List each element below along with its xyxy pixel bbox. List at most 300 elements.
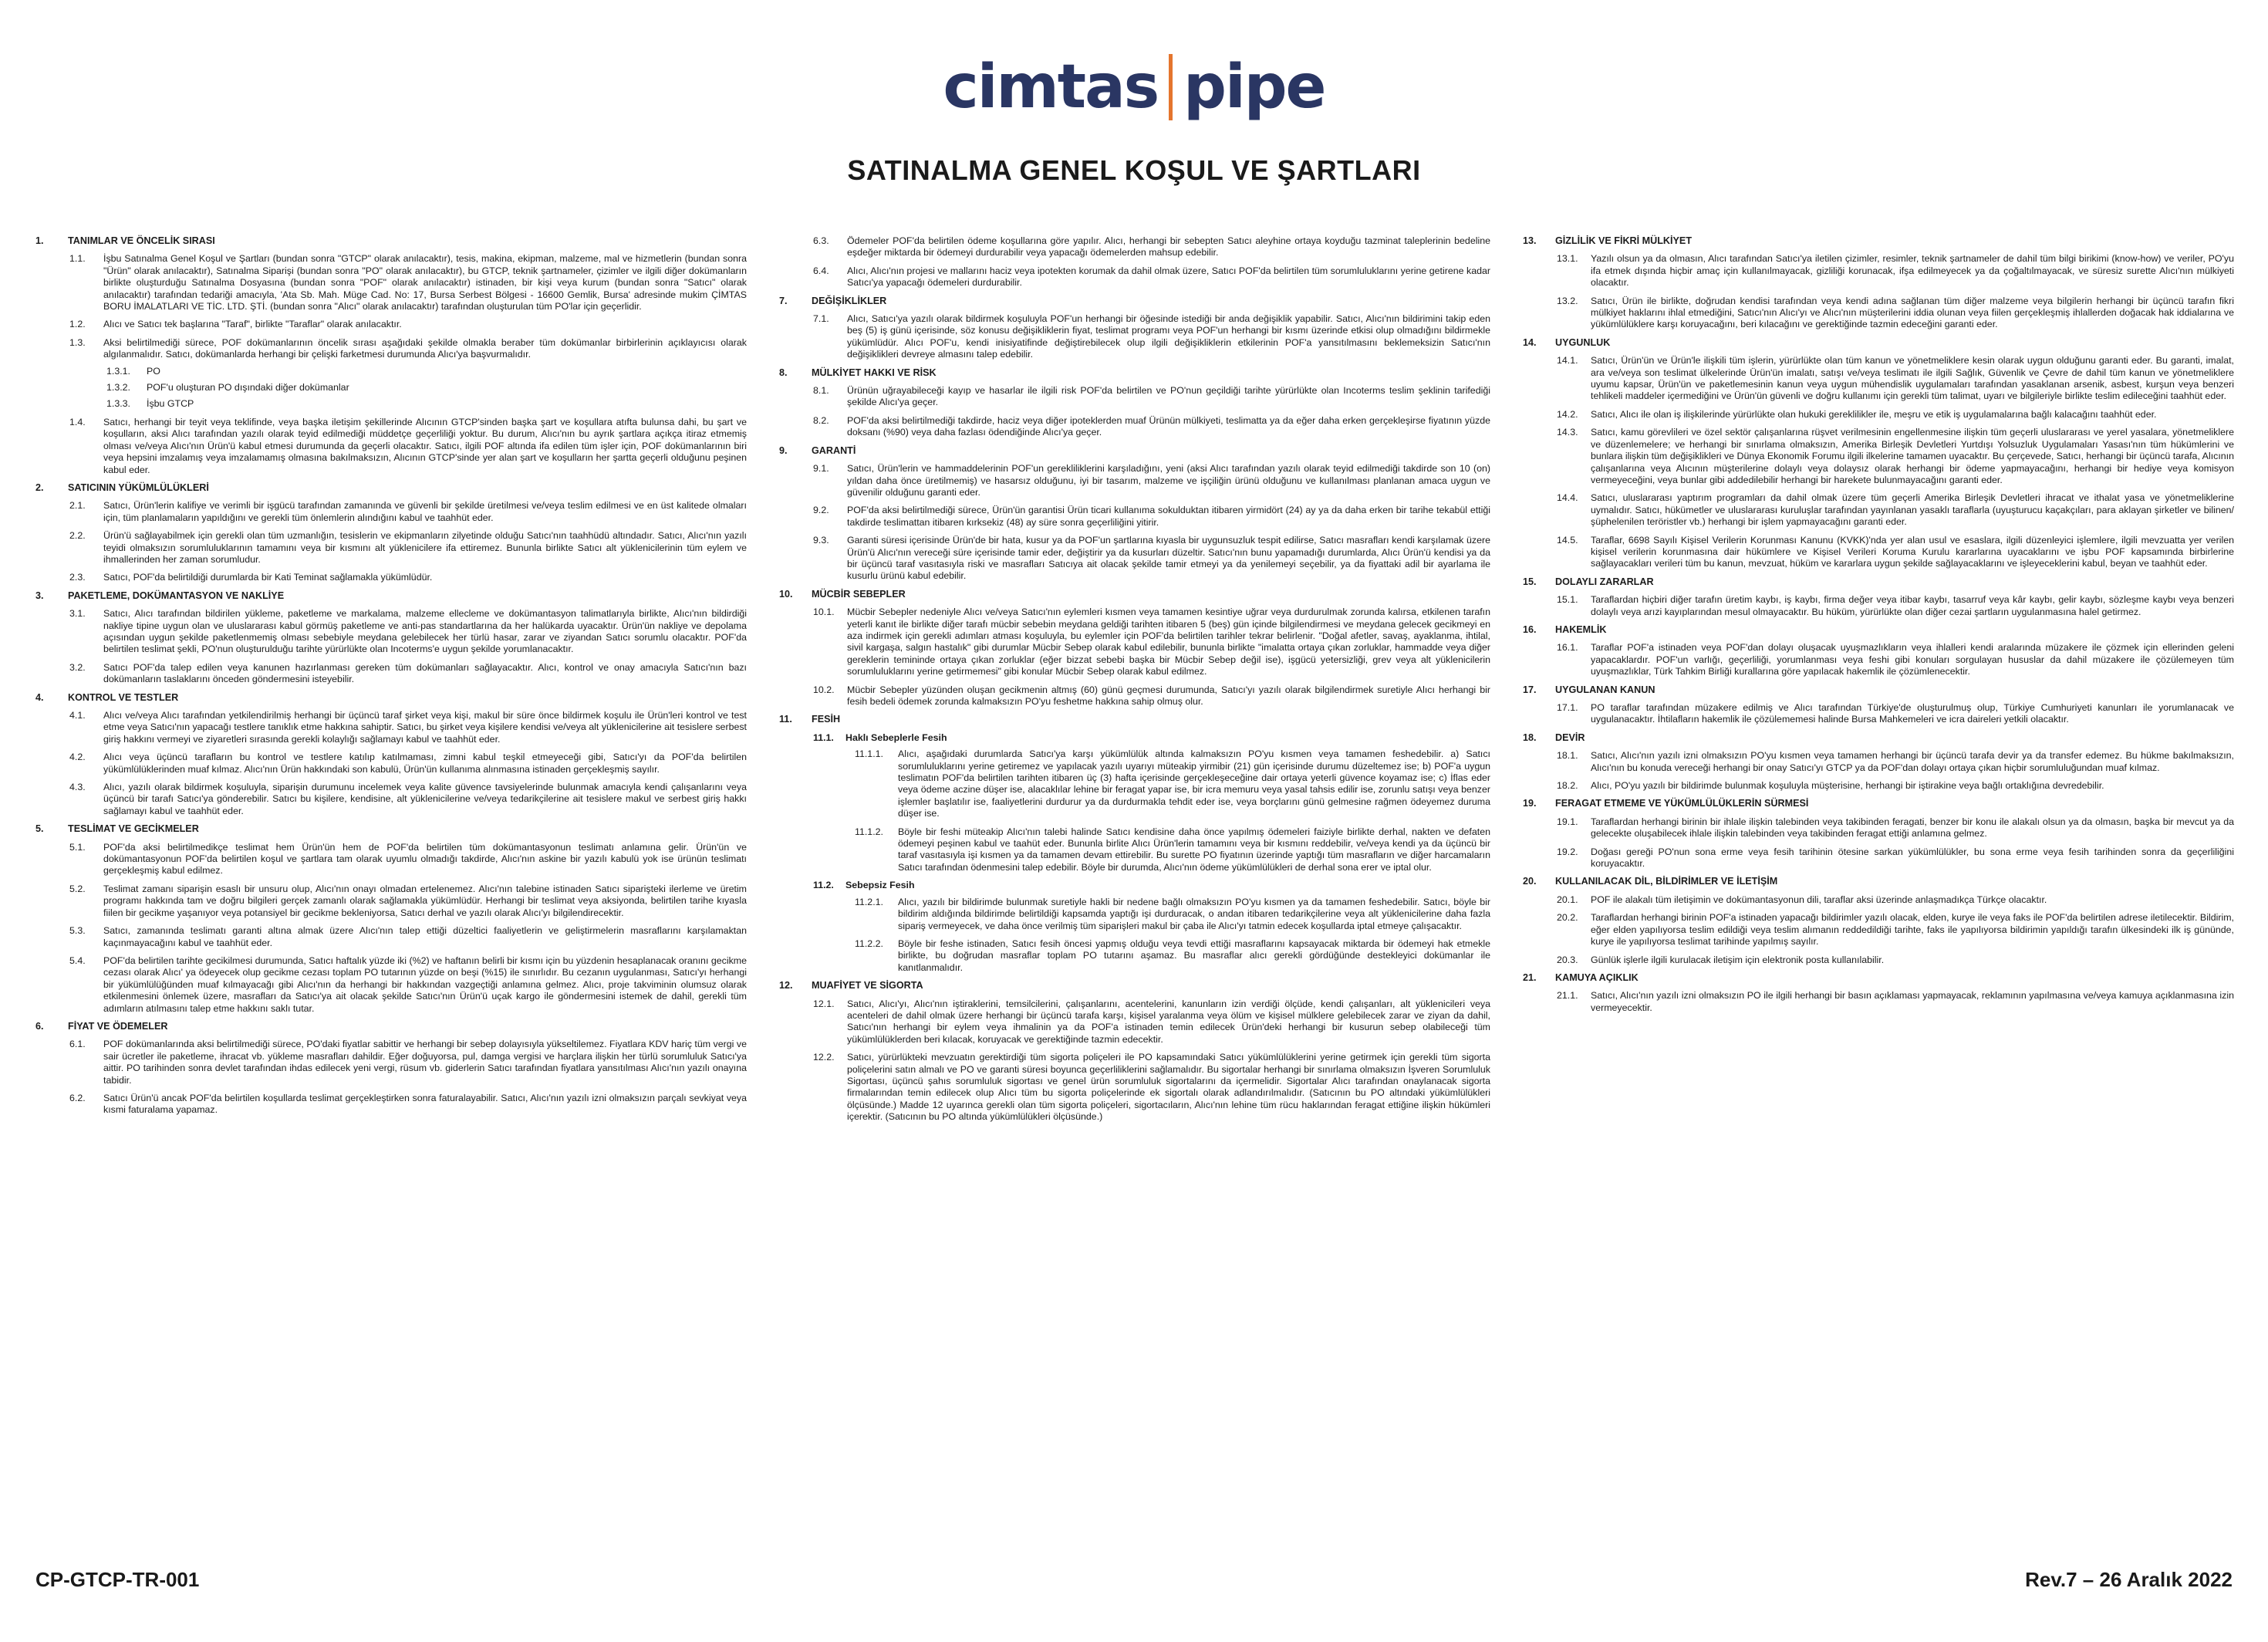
clause-number: 13.1. — [1557, 253, 1578, 265]
clause-number: 3.1. — [69, 608, 86, 620]
section-number: 12. — [779, 980, 793, 992]
section — [35, 823, 747, 1015]
section — [1523, 576, 2234, 618]
clause-text: Taraflardan herhangi birinin bir ihlale ilişkin talebinden veya takibinden feragati, benzer bir konu ile alakalı olsun ya da olmasın, başka bir mevcut ya da gelecekte oluşabilecek ihlale ilişkin talebinden veya takibinden feragat ettiği anlamına gelmez. — [1591, 816, 2234, 840]
clause-item — [1523, 642, 2234, 677]
clause-body — [1591, 954, 2234, 966]
clause-number: 13.2. — [1557, 295, 1578, 306]
clause-text: Satıcı, uluslararası yaptırım programları da dahil olmak üzere tüm geçerli Amerika Birleşik Devletleri ihracat ve ithalat yasa ve yönetmeliklerine uymalıdır. Satıcı, hükümetler ve uluslararası kuruluşlar tarafından yayınlanan yasaklı taraflarla (uyuşturucu kaçakçıları, para aklayan şirketler ve bilinen/şüphelenilen teröristler vb.) herhangi bir işlem yapmayacağını garanti eder. — [1591, 492, 2234, 528]
section-heading — [1523, 732, 2234, 744]
logo-text-right: pipe — [1183, 52, 1325, 122]
clause-body — [847, 1052, 1490, 1123]
section — [1523, 876, 2234, 965]
sub-clause-text: İşbu GTCP — [147, 398, 194, 410]
clause-body — [103, 710, 747, 745]
section-title: DEĞİŞİKLİKLER — [812, 295, 887, 306]
clause-body — [103, 337, 747, 410]
section — [1523, 337, 2234, 570]
section-number: 1. — [35, 235, 44, 246]
clause-number: 3.2. — [69, 661, 86, 673]
section-title: MÜLKİYET HAKKI VE RİSK — [812, 367, 937, 378]
clause-text: Satıcı, Alıcı'yı, Alıcı'nın iştiraklerini, temsilcilerini, çalışanlarını, acentelerini, kanunların izin verdiği ölçüde, kendi çalışanları, alt yüklenicileri veya acenteleri de dahil olmak üzere herhangi bir üçüncü tarafa karşı, kişisel yaralanma veya ölüm ve kişisel mülklere gelebilecek zarar ve ziyan da dahil, Satıcı'nın herhangi bir eylem veya ihmalinin ya da POF'a istinaden temin edilecek Ürün'deki herhangi bir kusurun sebep olabileceği tüm yükümlülüklerden beri kılacak, koruyacak ve gerektiğinde tazmin edecektir. — [847, 998, 1490, 1045]
clause-indent — [35, 608, 69, 656]
clause-text: Satıcı, Alıcı tarafından bildirilen yükleme, paketleme ve markalama, malzeme ellecleme ve dokümantasyon talimatlarıyla birlikte, Alıcı'nın bildirdiği nakliye tipine uygun olan ve uluslararası kabul görmüş paketleme ve anti-pas standartlarına da her halükarda uyacaktır. Ürün'ün nakliye ve depolama açısından uygun şekilde paketlenmemiş olması sebebiyle meydana gelebilecek her türlü hasar, zarar ve ziyandan Satıcı sorumlu olacaktır. POF'da belirtilen teslimat şekli, PO'nun oluşturulduğu tarihte yürürlükte olan Incoterms'e uygun şekilde yorumlanacaktır. — [103, 608, 747, 655]
clause-text: Satıcı, Ürün'lerin kalifiye ve verimli bir işgücü tarafından zamanında ve güvenli bir şekilde üretilmesi ve/veya teslim edilmesi ve en üst kalitede olmaları için, tüm planlamaların yapıldığını ve gerekli tüm önlemlerin alındığını kabul ve taahhüt eder. — [103, 500, 747, 523]
clause-body — [103, 417, 747, 476]
clause-item — [35, 572, 747, 583]
clause-indent — [779, 1052, 813, 1123]
section-number: 14. — [1523, 336, 1537, 348]
clause-number: 12.2. — [813, 1052, 835, 1063]
clause-text: Satıcı, kamu görevlileri ve özel sektör çalışanlarına rüşvet verilmesinin engellenmesine ilişkin tüm geçerli uluslararası ve yerel yasalara, yönetmeliklere ve düzenlemelere; ve herhangi bir sınırlama olmaksızın, Amerika Birleşik Devletleri Yurtdışı Yolsuzluk Uygulamaları Yasası'nın tüm hükümlerini ve bunlara ilişkin tüm değişiklikleri ve Dünya Ekonomik Forumu ilgili ilkelerine tamamen uyacaktır. Bu çerçevede, Satıcı, herhangi bir üçüncü tarafa, Alıcının çalışanlarına veya Alıcının müşterilerine dolaylı veya dolaysız olarak herhangi bir ödeme yapmayacağını, herhangi bir hediye veya komisyon vermeyeceğini, veya bunlar gibi addedilebilir herhangi bir harekete bulunmayacağını garanti eder. — [1591, 427, 2234, 485]
clause-indent — [35, 500, 69, 524]
clause-number: 1.2. — [69, 319, 86, 330]
clause-body — [103, 752, 747, 775]
subsection-title: Haklı Sebeplerle Fesih — [845, 731, 947, 743]
clause-number: 11.1.2. — [855, 826, 883, 837]
clause-item — [1523, 780, 2234, 792]
clause-number: 21.1. — [1557, 990, 1578, 1002]
clause-indent — [1523, 535, 1557, 570]
clause-item — [1523, 912, 2234, 948]
clause-item — [35, 1093, 747, 1117]
clause-body — [1591, 492, 2234, 528]
clause-text: Yazılı olsun ya da olmasın, Alıcı tarafından Satıcı'ya iletilen çizimler, resimler, teknik şartnameler de dahil tüm bilgi birikimi (know-how) ve veriler, PO'yu ifa etmek dışında hiçbir amaç için kullanılmayacak, gizliliği korunacak, ifşa edilmeyecek ya da çoğaltılmayacak, ve süresiz surette Alıcı'nın mülkiyeti olacaktır. — [1591, 253, 2234, 289]
section — [779, 367, 1490, 439]
text-column-3 — [1523, 235, 2234, 1020]
clause-body — [1591, 642, 2234, 677]
clause-number: 6.1. — [69, 1039, 86, 1050]
section-heading — [1523, 624, 2234, 636]
clause-indent — [1523, 990, 1557, 1014]
clause-text: POF'da aksi belirtilmediği sürece, Ürün'ün garantisi Ürün ticari kullanıma sokulduktan itibaren yirmidört (24) ay ya da daha erken bir tarihe tekabül ettiği takdirde teslimattan itibaren kırksekiz (48) ay süre sonra geçerliliğini yitirir. — [847, 505, 1490, 528]
clause-indent — [1523, 894, 1557, 906]
clause-number: 11.1.1. — [855, 748, 883, 760]
clause-number: 1.1. — [69, 253, 86, 265]
clause-body — [103, 662, 747, 686]
clause-body — [847, 313, 1490, 361]
clause-item — [35, 842, 747, 877]
clause-text: Aksi belirtilmediği sürece, POF dokümanlarının öncelik sırası aşağıdaki şekilde olmakla beraber tüm dokümanlar birbirlerinin açıklayıcısı olarak algılanmalıdır. Satıcı, dokümanlarda herhangi bir çelişki farketmesi durumunda Alıcı'ya başvurmalıdır. — [103, 336, 747, 360]
section-heading — [779, 296, 1490, 307]
clause-indent — [779, 998, 813, 1046]
clause-text: Ürün'ü sağlayabilmek için gerekli olan tüm uzmanlığın, tesislerin ve ekipmanların zilyetinde olduğu Satıcı'nın taahhüdü altındadır. Satıcı, Alıcı'nın yazılı teyidi olmaksızın sorumluluklarının tamamını veya bir kısmını alt yüklenicilere ifa ettiremez. Bununla birlikte Satıcı alt yüklenicilerinin tüm eylem ve ihmallerinden her zaman sorumludur. — [103, 530, 747, 565]
section-title: TANIMLAR VE ÖNCELİK SIRASI — [68, 235, 215, 246]
clause-body — [898, 938, 1490, 974]
clause-text: Mücbir Sebepler yüzünden oluşan gecikmenin altmış (60) günü geçmesi durumunda, Satıcı'yı yazılı olarak bilgilendirmek suretiyle Alıcı herhangi bir fesih bedeli ödemek zorunda kalmaksızın PO'yu feshetme hakkına sahip olmuş olur. — [847, 684, 1490, 707]
clause-body — [103, 1039, 747, 1086]
clause-item — [1523, 253, 2234, 289]
clause-indent — [1523, 702, 1557, 726]
clause-body — [847, 998, 1490, 1046]
clause-text: Böyle bir feshe istinaden, Satıcı fesih öncesi yapmış olduğu veya tevdi ettiği masraflarını kapsayacak miktarda bir ödemeyi hak etmekle birlikte, bu doğrudan masraflar toplam PO tutarını aşamaz. Bu masraflar alıcı gerekli gördüğünde destekleyici dokümanlar ile kanıtlanmalıdır. — [898, 938, 1490, 973]
clause-text: Satıcı, yürürlükteki mevzuatın gerektirdiği tüm sigorta poliçeleri ile PO kapsamındaki Satıcı yükümlülüklerini yerine getirmek için gerekli tüm sigorta poliçelerini satın almalı ve PO ve garanti süresi boyunca geçerliliklerini sağlamalıdır. Bu sigortalar herhangi bir sınırlama olmaksızın İşveren Sorumluluk Sigortası, üçüncü şahıs sorumluluk sigortası ve genel ürün sorumluluk sigortalarını da içermelidir. Sigortalar Alıcı tarafından onaylanacak sigorta firmalarından temin edilecek olup Alıcı tüm bu sigorta poliçelerinde ek sigortalı olarak adlandırılmalıdır. (Satıcının bu PO altındaki yükümlülükleri ölçüsünde.) Madde 12 uyarınca gerekli olan tüm sigorta poliçeleri, sigortacıların, Alıcı'nın lehine tüm rücu haklarından feragat ettiğine ilişkin hükümleri içerektir. (Satıcının bu PO altında yükümlülükleri ölçüsünde.) — [847, 1052, 1490, 1123]
clause-number: 5.4. — [69, 954, 86, 966]
clause-indent — [1523, 912, 1557, 948]
sub-clause-text: POF'u oluşturan PO dışındaki diğer dokümanlar — [147, 382, 349, 394]
clause-number: 4.2. — [69, 752, 86, 763]
clause-number: 9.2. — [813, 505, 829, 516]
clause-number: 2.3. — [69, 572, 86, 583]
clause-text: Satıcı, Ürün'lerin ve hammaddelerinin POF'un gerekliliklerini karşıladığını, yeni (aksi Alıcı tarafından yazılı olarak teyid edilmediği takdirde son 10 (on) yıldan daha önce üretilmemiş) ve hasarsız olduğunu, iyi bir tasarım, malzeme ve işçiliğin ürünü olduğunu ve kullanılması planlanan amaca uygun ve güvenilir olduğunu garanti eder. — [847, 463, 1490, 498]
clause-body — [847, 235, 1490, 259]
clause-item — [35, 662, 747, 686]
clause-item — [1523, 535, 2234, 570]
clause-indent — [779, 463, 813, 498]
clause-body — [103, 925, 747, 949]
section — [779, 980, 1490, 1123]
clause-number: 6.2. — [69, 1092, 86, 1103]
section-number: 19. — [1523, 798, 1537, 809]
section-title: SATICININ YÜKÜMLÜLÜKLERİ — [68, 481, 209, 493]
clause-item — [35, 884, 747, 919]
clause-indent — [35, 782, 69, 817]
subsection-number: 11.2. — [813, 880, 834, 891]
clause-number: 16.1. — [1557, 642, 1578, 654]
section-title: UYGUNLUK — [1555, 336, 1611, 348]
clause-text: Doğası gereği PO'nun sona erme veya fesih tarihinin ötesine sarkan yükümlülükler, bu sona erme veya fesih tarihinden sonra da geçerliliğini koruyacaktır. — [1591, 846, 2234, 870]
clause-indent — [35, 662, 69, 686]
clause-item — [35, 925, 747, 949]
clause-text: Satıcı, herhangi bir teyit veya teklifinde, veya başka iletişim şekillerinde Alıcının GTCP'sinden başka şart ve koşullara atıfta bulunsa dahi, bu şart ve koşulların, aksi Alıcı tarafından yazılı olarak teyid edilmediği müddetçe geçerliliği yoktur. Bu durum, Alıcı'nın bu ayrık şartlara açıkça itiraz etmemiş olması ve/veya Alıcı'nın Ürün'ü kabul etmesi durumunda da geçerli olacaktır. Satıcı, ilgili POF altında ifa edilen tüm işler için, POF dokümanlarının biri veya hepsini imzalamış veya imzalamamış olmasına bakılmaksızın, Alıcının GTCP'sinde yer alan şart ve koşulların her şartta geçerli olduğunu peşinen kabul eder. — [103, 416, 747, 475]
clause-indent — [779, 748, 855, 819]
clause-text: Taraflardan hiçbiri diğer tarafın üretim kaybı, iş kaybı, firma değer veya itibar kaybı, tasarruf veya kâr kaybı, gelir kaybı, sözleşme kaybı veya benzeri dolaylı veya arızi kayıplarından mesul olmayacaktır. Bu hüküm, yürürlükte olan diğer cezai şartların uygulanmasına halel getirmez. — [1591, 594, 2234, 617]
clause-text: Alıcı, aşağıdaki durumlarda Satıcı'ya karşı yükümlülük altında kalmaksızın PO'yu kısmen veya tamamen feshedebilir. a) Satıcı sorumluluklarını yerine getiremez ve yapılacak yazılı uyarıyı müteakip yirmibir (21) gün içerisinde durumu düzeltemez ise; b) POF'a uygun teslimatın POF'da belirtilen tarihten itibaren üç (3) hafta içerisinde gerçekleşeceğine dair ortaya yeterli güvence koyamaz ise; c) İflas eder veya ödeme aczine düşer ise, alacaklılar lehine bir feragat yapar ise, bir icra memuru veya yasal tahsis edilir ise, zorunlu satışı veya benzer işlemler başlatılır ise, faaliyetlerini durdurur ya da durdurmakla tehdit eder ise, veya borçlarını günü gelmesine rağmen ödeyemez duruma düşer ise. — [898, 748, 1490, 819]
section-heading — [35, 823, 747, 835]
clause-item — [779, 415, 1490, 439]
clause-body — [103, 608, 747, 656]
section-heading — [779, 980, 1490, 992]
section-number: 18. — [1523, 731, 1537, 743]
section-title: DEVİR — [1555, 731, 1585, 743]
subsection-title: Sebepsiz Fesih — [845, 880, 915, 891]
clause-item — [779, 897, 1490, 932]
clause-indent — [779, 505, 813, 529]
clause-item — [35, 500, 747, 524]
clause-indent — [35, 710, 69, 745]
clause-number: 19.1. — [1557, 816, 1578, 827]
clause-text: Taraflardan herhangi birinin POF'a istinaden yapacağı bildirimler yazılı olacak, elden, kurye ile veya faks ile POF'da belirtilen adrese iletilecektir. Bildirim, eğer elden yapılıyorsa teslim edildiği veya teslim alımanın reddedildiği tarihte, faks ile yapılıyorsa bildirimin yapıldığı tarafın ülkesindeki ilk iş gününde, kurye ile yapılıyorsa teslimat tarihinde yapılmış sayılır. — [1591, 912, 2234, 948]
section-heading — [779, 589, 1490, 600]
clause-number: 10.1. — [813, 606, 835, 618]
clause-body — [1591, 750, 2234, 774]
clause-item — [1523, 427, 2234, 486]
clause-item — [1523, 816, 2234, 840]
sub-clause — [103, 382, 747, 394]
section-heading — [35, 590, 747, 602]
clause-body — [103, 782, 747, 817]
clause-body — [847, 415, 1490, 439]
section-number: 15. — [1523, 576, 1537, 587]
clause-number: 8.1. — [813, 385, 829, 397]
clause-item — [779, 385, 1490, 409]
clause-indent — [35, 417, 69, 476]
section-number: 2. — [35, 481, 44, 493]
clause-item — [779, 826, 1490, 874]
clause-body — [847, 463, 1490, 498]
subsection-indent — [779, 880, 813, 891]
clause-body — [1591, 594, 2234, 618]
section-heading — [779, 445, 1490, 457]
section-number: 16. — [1523, 623, 1537, 635]
page-title: SATINALMA GENEL KOŞUL VE ŞARTLARI — [847, 154, 1421, 186]
clause-text: POF ile alakalı tüm iletişimin ve dokümantasyonun dili, taraflar aksi üzerinde anlaşmadıkça Türkçe olacaktır. — [1591, 894, 2047, 905]
clause-item — [35, 1039, 747, 1086]
clause-indent — [1523, 427, 1557, 486]
clause-body — [1591, 846, 2234, 870]
clause-text: Garanti süresi içerisinde Ürün'de bir hata, kusur ya da POF'un şartlarına kıyasla bir uygunsuzluk tespit edilirse, Satıcı masrafları kendi karşılamak üzere Ürün'ü Alıcı'nın vereceği süre içerisinde tamir eder, değiştirir ya da kusurları düzeltir. Satıcı'nın bunu yapamadığı durumlarda, Alıcı Ürün'ü kendisi ya da bir üçüncü taraf vasıtasıyla riski ve masrafları Satıcıya ait olacak şekilde tamir etmeyi ya da yenilemeyi seçebilir, ya da fiyattaki adil bir ayarlama ile kusurlu ürünü kabul edebilir. — [847, 535, 1490, 582]
sub-clause-number: 1.3.1. — [106, 365, 131, 377]
clause-body — [898, 748, 1490, 819]
clause-number: 14.3. — [1557, 427, 1578, 438]
section-heading — [1523, 798, 2234, 809]
clause-indent — [1523, 253, 1557, 289]
clause-indent — [1523, 954, 1557, 966]
section-title: GARANTİ — [812, 444, 856, 456]
clause-text: Ödemeler POF'da belirtilen ödeme koşullarına göre yapılır. Alıcı, herhangi bir sebepten Satıcı aleyhine ortaya koyduğu tazminat taleplerinin bedeline eşdeğer miktarda bir ödemeyi durdurabilir veya yapacağı ödemelerden mahsup edebilir. — [847, 235, 1490, 258]
subsection-indent — [779, 732, 813, 744]
clause-number: 4.1. — [69, 710, 86, 721]
sub-clause — [103, 366, 747, 377]
clause-text: Satıcı, Alıcı'nın yazılı izni olmaksızın PO'yu kısmen veya tamamen herhangi bir üçüncü tarafa devir ya da transfer edemez. Bu hükme bakılmaksızın, Alıcı'nın bu konuda vereceği herhangi bir onay Satıcı'yı GTCP ya da POF'dan dolayı ortaya çıkan hiçbir sorumluluğundan muaf kılmaz. — [1591, 750, 2234, 773]
clause-body — [898, 897, 1490, 932]
clause-item — [1523, 409, 2234, 421]
section-heading — [35, 1021, 747, 1032]
section — [779, 589, 1490, 708]
logo-divider — [1169, 54, 1173, 120]
clause-item — [35, 955, 747, 1015]
section-title: MUAFİYET VE SİGORTA — [812, 980, 923, 992]
clause-text: Satıcı, Ürün ile birlikte, doğrudan kendisi tarafından veya kendi adına sağlanan tüm diğer malzeme veya bilgilerin herhangi bir üçüncü tarafın fikri mülkiyet haklarını ihlal etmediğini, Satıcı'nın Alıcı'yı ve Alıcı'nın müşterilerini iddia olunan veya fiilen gerçekleşmiş ihlallerden doğacak hak iddialarına ve yükümlülüklere karşı koruyacağını, beri kılacağını ve gerektiğinde tazmin edeceğini garanti eder. — [1591, 295, 2234, 330]
subsection-number: 11.1. — [813, 731, 834, 743]
clause-item — [779, 998, 1490, 1046]
clause-item — [35, 417, 747, 476]
subsection-heading — [779, 880, 1490, 891]
section-heading — [779, 367, 1490, 379]
clause-item — [1523, 594, 2234, 618]
clause-number: 18.2. — [1557, 780, 1578, 792]
clause-indent — [1523, 296, 1557, 331]
clause-body — [103, 530, 747, 566]
clause-body — [1591, 427, 2234, 486]
sub-clause — [103, 398, 747, 410]
clause-text: Taraflar, 6698 Sayılı Kişisel Verilerin Korunması Kanunu (KVKK)'nda yer alan usul ve esaslara, ilgili düzenleyici işlemlere, ilgili mevzuatta yer verilen kişisel verilerin korunmasına dair hükümlere ve Kişisel Verileri Koruma Kurulu kararlarına uyacaklarını ve işbu POF kapsamında birbirlerine sağlayacakları verileri tüm bu kanun, mevzuat, hüküm ve kararlara uygun şekilde sağlayacaklarını ve işleyeceklerini kabul, beyan ve taahhüt eder. — [1591, 534, 2234, 569]
clause-body — [1591, 990, 2234, 1014]
section-title: UYGULANAN KANUN — [1555, 684, 1655, 695]
section — [1523, 732, 2234, 792]
clause-number: 19.2. — [1557, 846, 1578, 857]
clause-body — [1591, 702, 2234, 726]
section-title: PAKETLEME, DOKÜMANTASYON VE NAKLİYE — [68, 590, 285, 601]
clause-item — [779, 505, 1490, 529]
clause-number: 11.2.1. — [855, 896, 883, 907]
clause-indent — [779, 313, 813, 361]
clause-item — [779, 606, 1490, 677]
clause-number: 14.4. — [1557, 492, 1578, 504]
clause-number: 4.3. — [69, 782, 86, 793]
sub-clause-text: PO — [147, 365, 160, 377]
clause-item — [1523, 492, 2234, 528]
section — [1523, 684, 2234, 726]
clause-indent — [1523, 846, 1557, 870]
clause-item — [35, 608, 747, 656]
clause-number: 9.3. — [813, 535, 829, 546]
clause-body — [898, 826, 1490, 874]
clause-body — [847, 535, 1490, 583]
clause-indent — [779, 265, 813, 289]
clause-text: Alıcı, yazılı bir bildirimde bulunmak suretiyle hakli bir nedene bağlı olmaksızın PO'yu kısmen ya da tamamen feshedebilir. Satıcı, böyle bir bildirim aldığında bildirimde belirtildiği kapsamda yaptığı işi durduracak, o andan itibaren tedarikçilerine veya alt yüklenicilerine daha fazla sipariş vermeyecek, ve daha önce verilmiş tüm siparişleri makul bir çaba ile Alıcı'yı tatmin edecek koşullarda iptal etmeye çalışacaktır. — [898, 896, 1490, 931]
section-number: 3. — [35, 590, 44, 601]
clause-body — [103, 884, 747, 919]
clause-indent — [1523, 642, 1557, 677]
section-title: TESLİMAT VE GECİKMELER — [68, 823, 199, 835]
clause-body — [103, 253, 747, 313]
clause-item — [35, 337, 747, 410]
clause-text: Satıcı, Ürün'ün ve Ürün'le ilişkili tüm işlerin, yürürlükte olan tüm kanun ve yönetmeliklere kesin olarak uygun olduğunu garanti eder. Bu garanti, imalat, ara ve/veya son teslimat ülkelerinde Ürün'ün imalatı, satışı ve/veya teslimatı ile ilgili Sağlık, Güvenlik ve Çevre de dahil tüm kanun ve yönetmeliklere uyumu kapsar, Ürün'ün ve paketlemesinin kanun veya uygun mühendislik uygulamaları tarafından yasaklanan arsenik, asbest, kurşun veya benzeri tehlikeli maddeler içermediğini ve Ürün'ün güvenli ve doğru kullanımı için gerekli tüm talimat, uyarı ve bilgileriyle birlikte teslim edileceğini taahhüt eder. — [1591, 355, 2234, 402]
clause-text: Alıcı, Alıcı'nın projesi ve mallarını haciz veya ipotekten korumak da dahil olmak üzere, Satıcı POF'da belirtilen tüm sorumluluklarını yerine getirene kadar Satıcı'ya yapacağı ödemeleri durdurabilir. — [847, 265, 1490, 289]
section-number: 6. — [35, 1020, 44, 1032]
section-title: DOLAYLI ZARARLAR — [1555, 576, 1654, 587]
clause-number: 9.1. — [813, 463, 829, 475]
clause-body — [103, 572, 747, 583]
logo-text-left: cimtas — [943, 52, 1159, 122]
clause-item — [779, 1052, 1490, 1123]
clause-text: PO taraflar tarafından müzakere edilmiş ve Alıcı tarafından Türkiye'de oluşturulmuş olup, Türkiye Cumhuriyeti kanunları ile yorumlanacak ve uygulanacaktır. İhtilafların hakemlik ile çözülememesi halinde Bursa Mahkemeleri ve icra daireleri yetkili olacaktır. — [1591, 702, 2234, 725]
clause-indent — [35, 337, 69, 410]
subsection-heading — [779, 732, 1490, 744]
clause-indent — [779, 535, 813, 583]
clause-text: Alıcı, yazılı olarak bildirmek koşuluyla, siparişin durumunu incelemek veya kalite güvence tavsiyelerinde bulunmak amacıyla kendi çalışanlarını veya üçüncü bir tarafı Satıcı'ya gönderebilir. Satıcı bu kişilere, kendisine, alt yüklenicilerine ve/veya tedarikçilerine ait tesislere makul ve serbest giriş hakkı sağlamayı kabul ve taahhüt eder. — [103, 782, 747, 816]
clause-indent — [1523, 492, 1557, 528]
clause-text: Alıcı ve/veya Alıcı tarafından yetkilendirilmiş herhangi bir üçüncü taraf şirket veya kişi, makul bir süre önce bildirmek koşulu ile Ürün'leri kontrol ve test etme veya Satıcı'nın yapacağı testlere tanıklık etme hakkına sahiptir. Satıcı, bu şirket veya kişilere kendisi ve/veya alt yüklenicilerine ait tesislere serbest giriş hakkını vermeyi ve ziyaretleri sırasında gerekli kolaylığı sağlamayı kabul ve taahhüt eder. — [103, 710, 747, 745]
clause-item — [35, 319, 747, 330]
clause-indent — [35, 253, 69, 313]
section-title: MÜCBİR SEBEPLER — [812, 588, 906, 600]
clause-item — [1523, 296, 2234, 331]
clause-text: Alıcı, PO'yu yazılı bir bildirimde bulunmak koşuluyla müşterisine, herhangi bir iştirakine veya bağlı ortaklığına devredebilir. — [1591, 780, 2104, 792]
clause-text: Satıcı POF'da talep edilen veya kanunen hazırlanması gereken tüm dokümanları sağlayacaktır. Alıcı, kontrol ve onay amacıyla Satıcı'nın bazı dokümanların taslaklarını önceden göndermesini isteyebilir. — [103, 661, 747, 685]
clause-body — [103, 955, 747, 1015]
section — [779, 714, 1490, 974]
section — [1523, 624, 2234, 678]
section — [35, 692, 747, 818]
section-number: 21. — [1523, 971, 1537, 983]
clause-item — [35, 752, 747, 775]
section — [779, 235, 1490, 289]
section-title: HAKEMLİK — [1555, 623, 1607, 635]
clause-text: Satıcı, POF'da belirtildiği durumlarda bir Kati Teminat sağlamakla yükümlüdür. — [103, 572, 433, 583]
clause-body — [103, 842, 747, 877]
clause-number: 20.2. — [1557, 912, 1578, 924]
clause-text: Satıcı Ürün'ü ancak POF'da belirtilen koşullarda teslimat gerçekleştirken sonra faturalayabilir. Satıcı, Alıcı'nın yazılı izni olmaksızın parçalı sevkiyat veya kısmi faturalama yapamaz. — [103, 1092, 747, 1116]
section-number: 5. — [35, 823, 44, 835]
section-number: 20. — [1523, 876, 1537, 887]
clause-indent — [35, 1093, 69, 1117]
clause-text: POF'da aksi belirtilmedikçe teslimat hem Ürün'ün hem de POF'da belirtilen tüm dokümantasyonun teslimatı anlamına gelir. Ürün'ün ve dokümantasyonun POF'da belirtilen koşul ve şartlara tam olarak uyumlu olmadığı takdirde, Alıcı'nın askine bir yazılı kabulü yok ise ürünün teslimatı gerçekleşmiş kabul edilmez. — [103, 841, 747, 877]
clause-item — [35, 710, 747, 745]
clause-number: 10.2. — [813, 684, 835, 695]
text-column-2 — [779, 235, 1490, 1130]
clause-item — [779, 313, 1490, 361]
section — [1523, 972, 2234, 1014]
clause-body — [1591, 535, 2234, 570]
clause-number: 2.2. — [69, 530, 86, 542]
clause-body — [1591, 912, 2234, 948]
clause-item — [1523, 954, 2234, 966]
clause-body — [1591, 816, 2234, 840]
clause-text: Satıcı, Alıcı'nın yazılı izni olmaksızın PO ile ilgili herhangi bir basın açıklaması yapmayacak, reklamının yapılmasına ve/veya kamuya açıklanmasına izin vermeyecektir. — [1591, 990, 2234, 1013]
clause-indent — [35, 925, 69, 949]
clause-indent — [1523, 750, 1557, 774]
section-heading — [1523, 876, 2234, 887]
section-heading — [35, 692, 747, 704]
clause-body — [1591, 355, 2234, 403]
clause-body — [847, 505, 1490, 529]
section-heading — [779, 714, 1490, 725]
clause-indent — [35, 1039, 69, 1086]
section-number: 4. — [35, 691, 44, 703]
section-title: KAMUYA AÇIKLIK — [1555, 971, 1639, 983]
clause-text: POF'da aksi belirtilmediği takdirde, haciz veya diğer ipoteklerden muaf Ürünün mülkiyeti, teslimatta ya da eğer daha erken gerçekleşirse fiyatının yüzde doksanı (%90) veya daha fazlası ödendiğinde Alıcı'ya geçer. — [847, 414, 1490, 438]
section-title: KULLANILACAK DİL, BİLDİRİMLER VE İLETİŞİM — [1555, 876, 1778, 887]
section-number: 13. — [1523, 235, 1537, 246]
section-heading — [35, 482, 747, 494]
clause-body — [847, 606, 1490, 677]
clause-indent — [35, 572, 69, 583]
section-title: FESİH — [812, 714, 841, 725]
clause-number: 2.1. — [69, 500, 86, 512]
clause-indent — [1523, 355, 1557, 403]
section-number: 7. — [779, 295, 788, 306]
section-number: 10. — [779, 588, 793, 600]
clause-item — [1523, 990, 2234, 1014]
clause-text: Satıcı, zamanında teslimatı garanti altına almak üzere Alıcı'nın talep ettiği düzeltici faaliyetlerin ve geliştirmelerin masraflarını karşılamaktan kaçınmayacağını kabul ve taahhüt eder. — [103, 925, 747, 948]
clause-number: 1.4. — [69, 416, 86, 427]
sub-clause-number: 1.3.2. — [106, 382, 131, 394]
clause-text: Günlük işlerle ilgili kurulacak iletişim için elektronik posta kullanılabilir. — [1591, 954, 1885, 965]
clause-number: 7.1. — [813, 313, 829, 325]
clause-item — [779, 265, 1490, 289]
clause-indent — [35, 752, 69, 775]
section-title: GİZLİLİK VE FİKRİ MÜLKİYET — [1555, 235, 1693, 246]
document-revision: Rev.7 – 26 Aralık 2022 — [2025, 1568, 2233, 1591]
clause-indent — [35, 884, 69, 919]
section-number: 8. — [779, 367, 788, 378]
clause-text: Ürünün uğrayabileceği kayıp ve hasarlar ile ilgili risk POF'da belirtilen ve PO'nun geçildiği tarihte yürürlükte olan Incoterms teslim şeklinin tarifediği şekilde Alıcı'ya geçer. — [847, 385, 1490, 408]
clause-item — [779, 938, 1490, 974]
clause-indent — [35, 842, 69, 877]
section — [779, 445, 1490, 583]
clause-number: 17.1. — [1557, 702, 1578, 713]
clause-item — [779, 684, 1490, 708]
section-title: FERAGAT ETMEME VE YÜKÜMLÜLÜKLERİN SÜRMESİ — [1555, 798, 1809, 809]
section — [35, 590, 747, 686]
section-heading — [1523, 337, 2234, 349]
section-heading — [1523, 576, 2234, 588]
clause-indent — [779, 415, 813, 439]
section-number: 17. — [1523, 684, 1537, 695]
clause-body — [847, 265, 1490, 289]
section — [35, 1021, 747, 1117]
clause-body — [847, 684, 1490, 708]
sub-clause-number: 1.3.3. — [106, 398, 131, 410]
clause-body — [1591, 253, 2234, 289]
clause-indent — [779, 938, 855, 974]
clause-item — [1523, 355, 2234, 403]
clause-item — [779, 535, 1490, 583]
clause-indent — [779, 235, 813, 259]
clause-number: 8.2. — [813, 414, 829, 426]
